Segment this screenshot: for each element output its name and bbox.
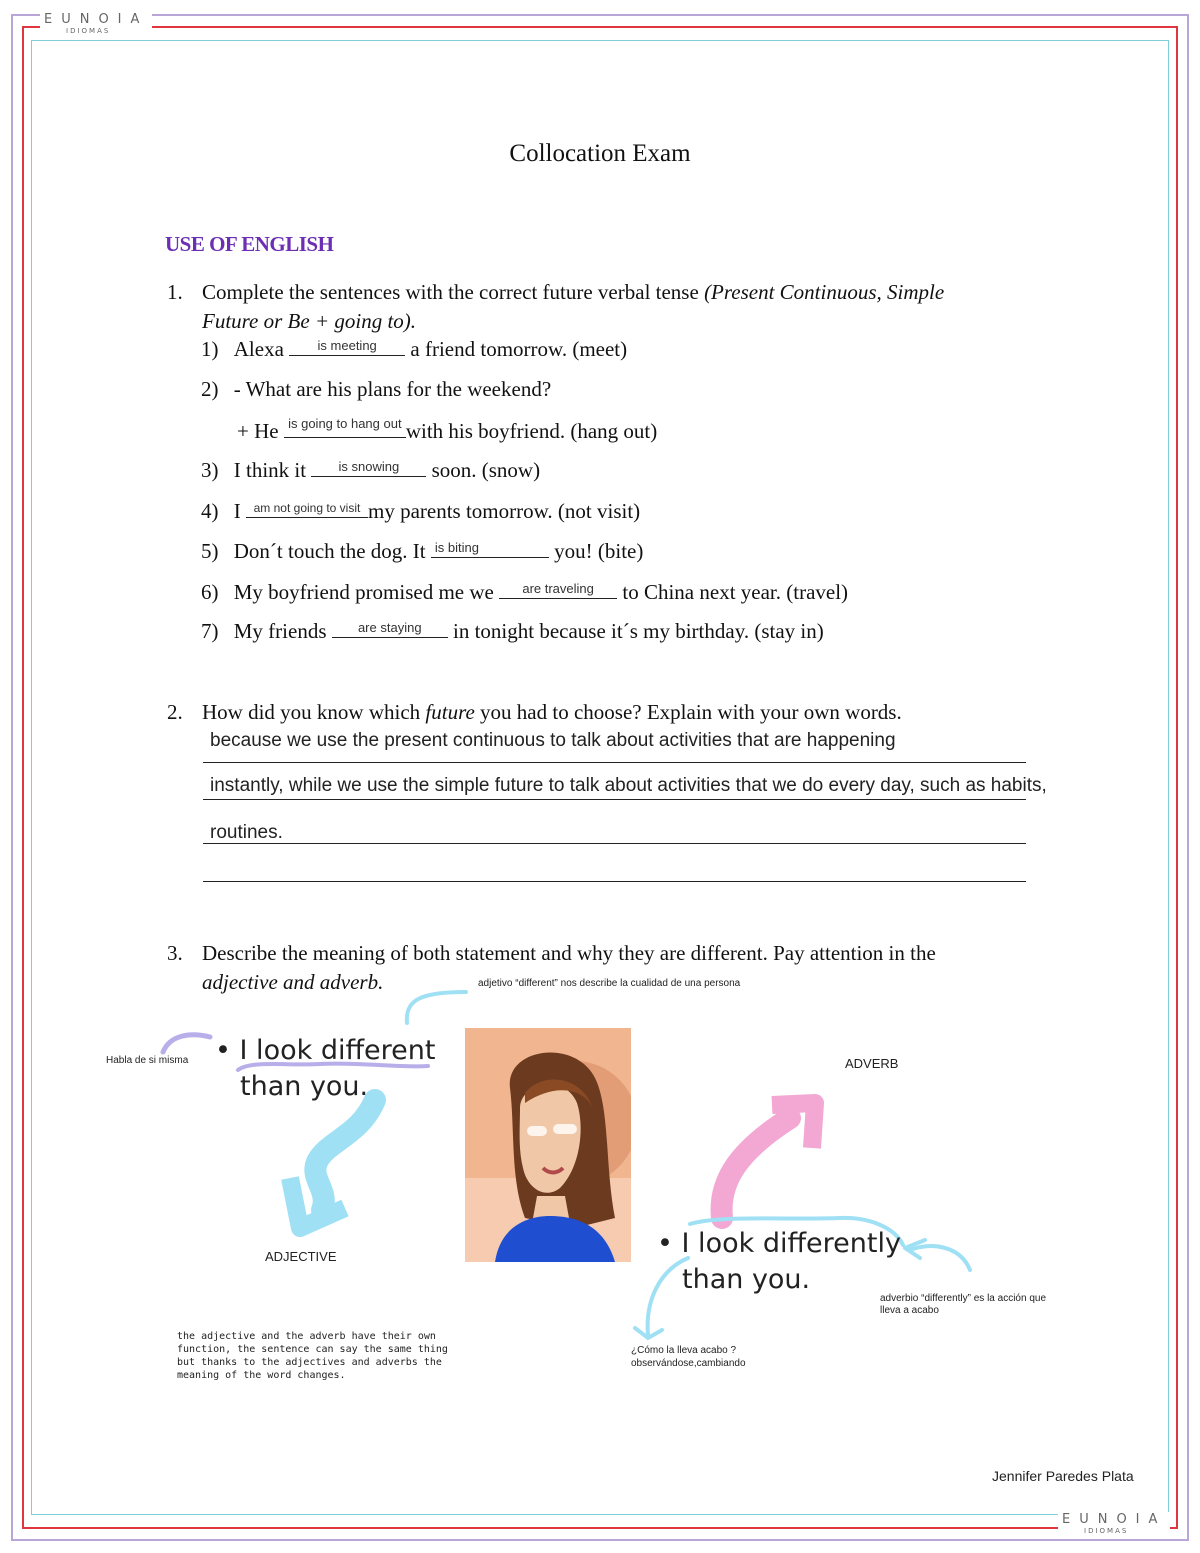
conclusion-line: the adjective and the adverb have their own bbox=[177, 1331, 436, 1342]
question-text-italic: future bbox=[425, 700, 475, 724]
bullet-icon: • bbox=[657, 1228, 682, 1259]
statement-text: I look differently bbox=[681, 1228, 901, 1259]
item-text: - What are his plans for the weekend? bbox=[233, 377, 552, 401]
item-number: 1) bbox=[201, 337, 219, 361]
page-title: Collocation Exam bbox=[509, 140, 691, 167]
question-text-italic: adjective and adverb. bbox=[202, 970, 384, 994]
blue-arrow bbox=[315, 1100, 375, 1210]
question-number: 1. bbox=[167, 280, 183, 304]
question-text: you had to choose? Explain with your own words. bbox=[474, 700, 902, 724]
item-number: 7) bbox=[201, 619, 219, 643]
conclusion-text bbox=[177, 1330, 448, 1382]
item-text: soon. (snow) bbox=[426, 458, 541, 482]
note-line: adverbio “differently” es la acción que bbox=[880, 1293, 1047, 1304]
label-adverb: ADVERB bbox=[845, 1056, 899, 1071]
question-text: Complete the sentences with the correct future verbal tense bbox=[202, 280, 705, 304]
answer-text-line-3[interactable]: routines. bbox=[210, 822, 283, 843]
bullet-icon: • bbox=[215, 1035, 240, 1066]
answer-text: are staying bbox=[357, 620, 422, 635]
conclusion-line: meaning of the word changes. bbox=[177, 1370, 346, 1381]
brand-name: EUNOIA bbox=[44, 12, 149, 27]
item-number: 5) bbox=[201, 539, 219, 563]
author-name: Jennifer Paredes Plata bbox=[992, 1468, 1134, 1484]
item-text: with his boyfriend. (hang out) bbox=[405, 419, 658, 443]
lilac-stroke bbox=[163, 1035, 210, 1052]
question-number: 3. bbox=[167, 941, 183, 965]
answer-text-line-2[interactable]: instantly, while we use the simple future to talk about activities that we do every day, such as habits, bbox=[210, 775, 1047, 796]
question-text-italic: Future or Be + going to). bbox=[202, 309, 417, 333]
question-text: Describe the meaning of both statement and why they are different. Pay attention in the bbox=[202, 941, 936, 965]
statement-text: I look different bbox=[239, 1035, 436, 1066]
item-text: you! (bite) bbox=[548, 539, 644, 563]
item-text: I think it bbox=[233, 458, 312, 482]
answer-text: is biting bbox=[434, 540, 479, 555]
note-adjective: adjetivo “different” nos describe la cualidad de una persona bbox=[478, 978, 741, 989]
statement-text: than you. bbox=[682, 1264, 811, 1295]
question-text: How did you know which bbox=[202, 700, 426, 724]
answer-text: is meeting bbox=[317, 338, 377, 353]
item-text: My friends bbox=[233, 619, 332, 643]
brand-sub: IDIOMAS bbox=[66, 27, 111, 35]
item-text: in tonight because it´s my birthday. (stay in) bbox=[447, 619, 824, 643]
item-text: my parents tomorrow. (not visit) bbox=[368, 499, 641, 523]
blue-stroke bbox=[407, 992, 466, 1023]
item-text: Alexa bbox=[233, 337, 290, 361]
item-number: 2) bbox=[201, 377, 219, 401]
note-line: lleva a acabo bbox=[880, 1305, 939, 1316]
note-line: observándose,cambiando bbox=[631, 1358, 746, 1369]
brand-sub: IDIOMAS bbox=[1084, 1527, 1129, 1535]
conclusion-line: function, the sentence can say the same thing bbox=[177, 1344, 448, 1355]
note-how bbox=[631, 1344, 746, 1370]
item-number: 3) bbox=[201, 458, 219, 482]
conclusion-line: but thanks to the adjectives and adverbs the bbox=[177, 1357, 442, 1368]
note-adverb bbox=[880, 1293, 1046, 1317]
item-text: to China next year. (travel) bbox=[617, 580, 849, 604]
answer-text: am not going to visit bbox=[253, 501, 361, 515]
item-text: Don´t touch the dog. It bbox=[233, 539, 431, 563]
note-self: Habla de si misma bbox=[106, 1055, 189, 1066]
answer-text: are traveling bbox=[522, 581, 594, 596]
brand-name: EUNOIA bbox=[1062, 1512, 1167, 1527]
item-number: 6) bbox=[201, 580, 219, 604]
question-text-italic: (Present Continuous, Simple bbox=[704, 280, 945, 304]
portrait-illustration bbox=[465, 1028, 631, 1262]
item-number: 4) bbox=[201, 499, 219, 523]
statement-adjective bbox=[215, 1033, 436, 1105]
statement-adverb bbox=[657, 1226, 901, 1298]
pink-arrow bbox=[722, 1118, 790, 1218]
answer-text: is snowing bbox=[338, 459, 400, 474]
statement-text: than you. bbox=[240, 1071, 369, 1102]
question-number: 2. bbox=[167, 700, 183, 724]
section-heading: USE OF ENGLISH bbox=[165, 232, 334, 256]
item-text: a friend tomorrow. (meet) bbox=[405, 337, 628, 361]
note-line: ¿Cómo la lleva acabo ? bbox=[631, 1345, 737, 1356]
answer-text: is going to hang out bbox=[288, 416, 402, 431]
item-text: I bbox=[233, 499, 246, 523]
item-text: + He bbox=[237, 419, 284, 443]
answer-text-line-1[interactable]: because we use the present continuous to talk about activities that are happening bbox=[210, 730, 896, 751]
label-adjective: ADJECTIVE bbox=[265, 1249, 337, 1264]
item-text: My boyfriend promised me we bbox=[233, 580, 500, 604]
